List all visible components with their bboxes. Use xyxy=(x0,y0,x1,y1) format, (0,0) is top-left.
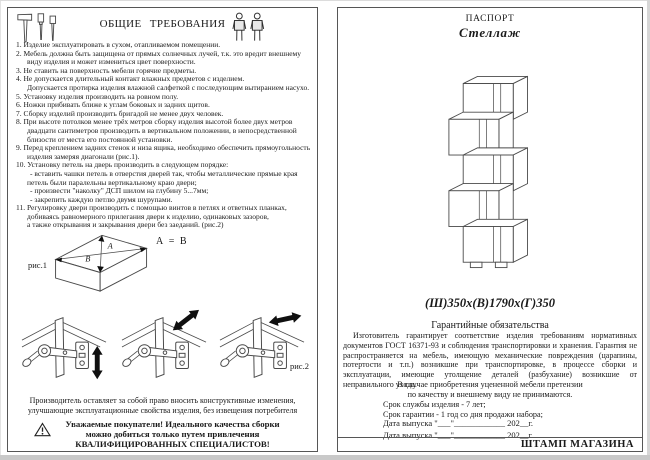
requirement-wrap-line: Допускается протирка изделия влажной салфеткой с последующим вытиранием насухо. xyxy=(27,82,310,92)
store-stamp-label: ШТАМП МАГАЗИНА xyxy=(520,439,634,450)
left-panel-title: ОБЩИЕ ТРЕБОВАНИЯ xyxy=(99,18,226,30)
text-line: Производитель оставляет за собой право вносить конструктивные изменения, xyxy=(29,396,296,405)
requirement-wrap-line: двадцати сантиметров производить в вертикальном положении, в непосредственной xyxy=(27,125,297,135)
requirement-item xyxy=(16,50,316,67)
fig1-label: рис.1 xyxy=(28,260,47,270)
requirement-wrap-line: - произвести "наколку" ДСП шилом на глубину 5...7мм; xyxy=(30,186,209,196)
warranty-title: Гарантийные обязательства xyxy=(431,320,549,331)
requirement-first-line: 5. Установку изделия производить на ровном полу. xyxy=(16,91,179,101)
requirement-first-line: 6. Ножки прибивать ближе к углам боковых и задних щитов. xyxy=(16,100,210,110)
release-date-line-1: Дата выпуска "___"____________ 202__г. xyxy=(383,418,533,428)
diagonal-check-figure xyxy=(50,228,154,304)
requirement-first-line: 10. Установку петель на дверь производить в следующем порядке: xyxy=(16,160,229,170)
requirement-wrap-line: - закрепить каждую петлю двумя шурупами. xyxy=(30,194,173,204)
requirement-wrap-line: а также открывания и закрывания двери без заеданий. (рис.2) xyxy=(27,220,224,230)
requirement-wrap-line: изделия замеряя диагонали (рис.1). xyxy=(27,151,140,161)
text-line: можно добиться только путем привлечения xyxy=(85,428,260,439)
requirement-first-line: 2. Мебель должна быть защищена от прямых солнечных лучей, т.к. это вредит внешнему xyxy=(16,48,302,58)
passport-panel xyxy=(337,7,643,452)
text-line: Уважаемые покупатели! Идеального качества сборки xyxy=(65,419,280,429)
requirement-wrap-line: петель были паралельны вертикальному краю двери; xyxy=(27,177,197,187)
hinge-figure-vertical-adjust xyxy=(20,306,108,386)
requirement-first-line: 11. Регулировку двери производить с помощью винтов в петлях и ответных планках, xyxy=(16,203,287,213)
manufacturer-note xyxy=(8,396,317,415)
requirement-wrap-line: добиваясь равномерного прилегания двери к изделию, одинаковых зазоров, xyxy=(27,211,269,221)
general-requirements-panel xyxy=(7,7,318,452)
requirement-wrap-line: виду изделия и может измениться цвет поверхности. xyxy=(27,57,196,67)
warranty-text: Изготовитель гарантирует соответствие изделия требованиям нормативных документов ГОСТ 16371-93 и соблюдения транспортировки и хранения. Гарантия не распространяется на мебель, имеющую механические повреждения (царапины, потертости и т.п.) возникшие при транспортировке, в процессе сборки и эксплуатации, имеющие утолщение деталей (разбухание) возникшие от неправильного ухода. xyxy=(343,331,637,389)
product-dimensions: (Ш)350х(В)1790х(Г)350 xyxy=(425,296,555,310)
requirement-first-line: 9. Перед креплением задних стенок и низа ящика, необходимо обеспечить прямоугольность xyxy=(16,143,311,153)
service-life-line: Срок службы изделия - 7 лет; xyxy=(383,400,486,409)
requirement-item xyxy=(16,204,316,230)
requirement-item xyxy=(16,118,316,144)
requirement-first-line: 3. Не ставить на поверхность мебели горячие предметы. xyxy=(16,65,197,75)
text-line: по качеству и внешнему виду не принимаются. xyxy=(407,390,573,399)
requirement-item xyxy=(16,144,316,161)
hinge-figure-horizontal-adjust xyxy=(218,306,306,386)
fig1-formula: А = В xyxy=(156,236,189,247)
requirement-first-line: 7. Сборку изделий производить бригадой не менее двух человек. xyxy=(16,108,224,118)
passport-title: ПАСПОРТ xyxy=(465,14,515,24)
shelf-unit-drawing xyxy=(431,50,565,294)
requirement-first-line: 4. Не допускается длительный контакт влажных предметов с изделием. xyxy=(16,74,245,84)
requirements-list xyxy=(16,41,316,230)
text-line: улучшающие эксплуатационные свойства изделия, без извещения потребителя xyxy=(27,405,298,415)
requirement-first-line: 8. При высоте потолков менее трёх метров сборку изделия высотой более двух метров xyxy=(16,117,293,127)
fig2-label: рис.2 xyxy=(290,361,309,371)
requirement-wrap-line: близости от места его постоянной установки. xyxy=(27,134,173,144)
requirement-wrap-line: - вставить чашки петель в отверстия дверей так, чтобы металлические прямые края xyxy=(30,168,298,178)
text-line: В случае приобретения уцененной мебели претензии xyxy=(397,380,583,389)
warranty-period-line: Срок гарантии - 1 год со дня продажи набора; xyxy=(383,410,543,419)
fig1-diagonal-b-label: В xyxy=(85,254,91,264)
release-date-line-2: Дата выпуска "___"____________ 202__г. xyxy=(383,430,533,440)
requirement-item xyxy=(16,75,316,92)
discount-goods-note xyxy=(338,380,642,400)
hinge-figure-depth-adjust xyxy=(120,306,208,386)
two-persons-icon xyxy=(230,12,268,43)
text-line: КВАЛИФИЦИРОВАННЫХ СПЕЦИАЛИСТОВ! xyxy=(75,438,270,449)
product-name: Стеллаж xyxy=(458,25,522,40)
fig1-diagonal-a-label: А xyxy=(107,241,113,251)
requirement-first-line: 1. Изделие эксплуатировать в сухом, отапливаемом помещении. xyxy=(16,40,221,49)
requirement-item xyxy=(16,161,316,204)
assembly-warning-note xyxy=(48,420,297,449)
stamp-divider xyxy=(338,437,642,438)
